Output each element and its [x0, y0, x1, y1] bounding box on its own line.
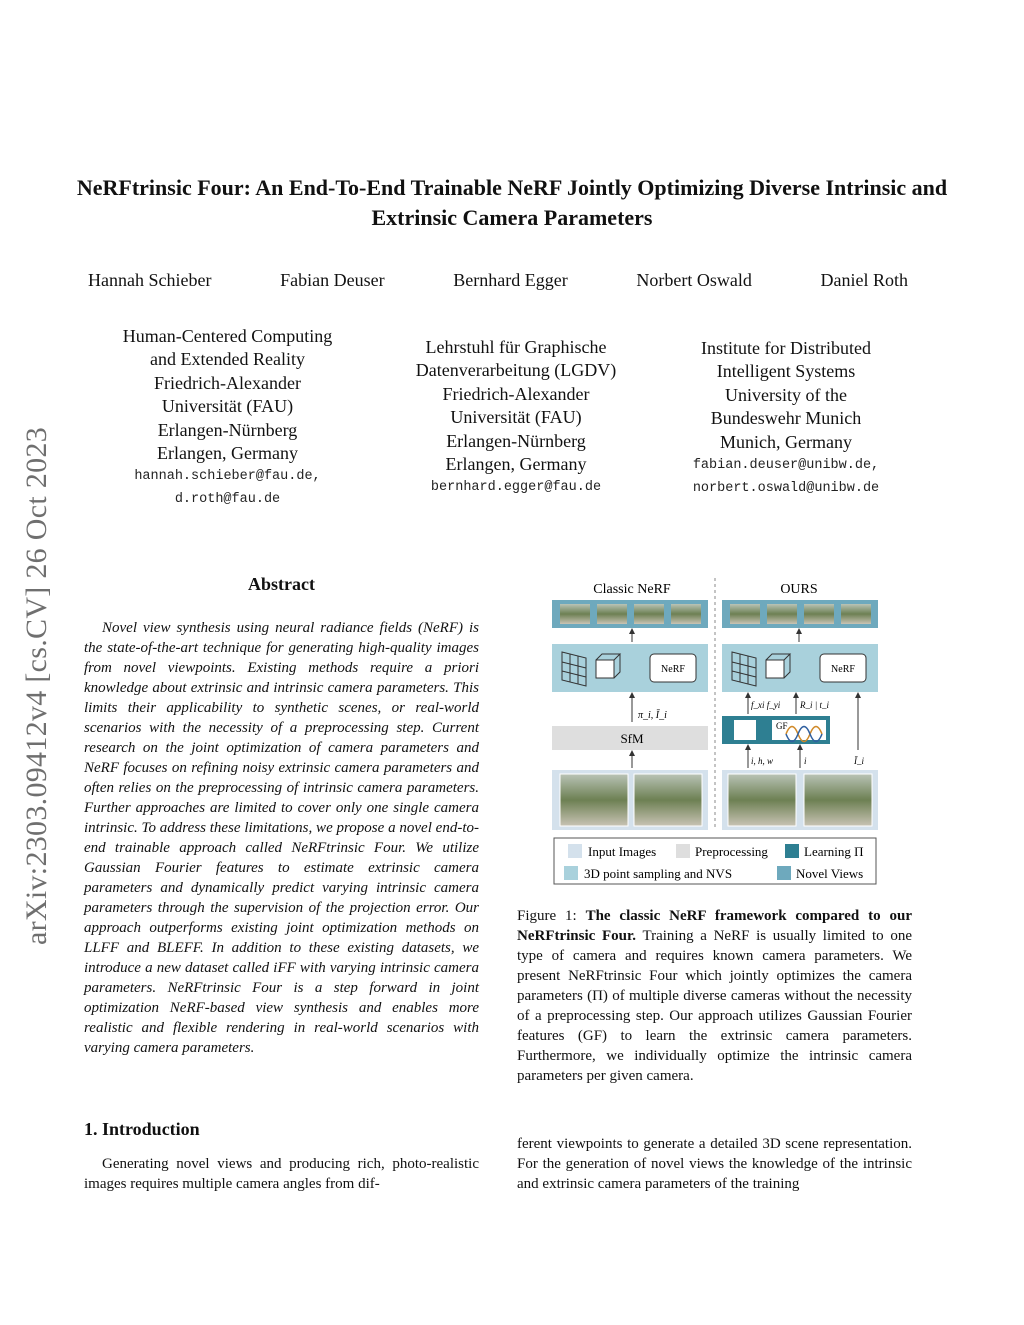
affiliation-line: Lehrstuhl für Graphische	[425, 337, 607, 357]
legend-swatch-nvs	[564, 866, 578, 880]
affiliation-line: Institute for Distributed	[701, 338, 871, 358]
introduction-continuation: ferent viewpoints to generate a detailed 3D scene representation. For the generation of novel views the knowledge of the intrinsic and extrinsic camera parameters of the training	[517, 1136, 912, 1192]
affiliation-line: Intelligent Systems	[716, 361, 856, 382]
thumbnail	[671, 604, 701, 624]
ray-input-label: i, h, w	[751, 756, 774, 766]
legend-label-novel-views: Novel Views	[796, 866, 864, 881]
affiliation-line: Friedrich-Alexander	[442, 383, 590, 404]
email: norbert.oswald@unibw.de	[692, 481, 880, 497]
paper-title: NeRFtrinsic Four: An End-To-End Trainable NeRF Jointly Optimizing Diverse Intrinsic and Extrinsic Camera Parameters	[76, 175, 948, 230]
figure-1-diagram	[548, 574, 882, 886]
caption-body: Training a NeRF is usually limited to one type of camera and requires known camera parameters. We present NeRFtrinsic Four which jointly optimizes the camera parameters (Π) of multiple diverse cameras without the necessity of a preprocessing step. Our approach utilizes Gaussian Fourier features (GF) to learn the extrinsic camera parameters. Furthermore, we individually optimize the intrinsic camera parameters per given camera.	[517, 928, 912, 1084]
affiliation-line: and Extended Reality	[150, 349, 305, 370]
affiliation-line: Human-Centered Computing	[122, 326, 333, 346]
affiliation-line: Datenverarbeitung (LGDV)	[415, 360, 617, 381]
author-list	[88, 270, 908, 291]
caption-bold: The classic NeRF framework compared to our NeRFtrinsic Four.	[517, 908, 912, 944]
nerf-label-right: NeRF	[831, 664, 855, 675]
affiliation-fau-hcc	[100, 325, 355, 511]
input-image-stack	[560, 774, 872, 826]
legend-swatch-novel-views	[777, 866, 791, 880]
author-name: Norbert Oswald	[636, 270, 752, 290]
sfm-label: SfM	[620, 731, 644, 746]
thumbnail	[767, 604, 797, 624]
email: fabian.deuser@unibw.de,	[692, 458, 880, 474]
affiliation-line: Bundeswehr Munich	[710, 408, 862, 429]
image-label: Ī_i	[854, 756, 864, 766]
affiliation-line: University of the	[725, 384, 847, 405]
thumbnail	[597, 604, 627, 624]
legend-swatch-input	[568, 844, 582, 858]
affiliation-line: Friedrich-Alexander	[154, 372, 301, 393]
abstract-heading: Abstract	[248, 574, 315, 594]
left-column-title: Classic NeRF	[593, 582, 671, 597]
author-name: Fabian Deuser	[280, 270, 385, 290]
affiliation-line: Universität (FAU)	[161, 396, 294, 417]
affiliation-line: Erlangen-Nürnberg	[446, 430, 586, 451]
gf-label: GF	[776, 721, 788, 731]
affiliation-line: Universität (FAU)	[450, 407, 582, 428]
legend-label-nvs: 3D point sampling and NVS	[584, 866, 733, 881]
intrinsics-block	[734, 720, 756, 740]
email: bernhard.egger@fau.de	[430, 480, 602, 496]
thumbnail	[804, 604, 834, 624]
affiliation-line: Erlangen-Nürnberg	[157, 419, 298, 440]
legend-label-input: Input Images	[588, 844, 657, 859]
caption-label: Figure 1:	[517, 908, 586, 924]
legend-swatch-learning	[785, 844, 799, 858]
legend-label-preprocessing: Preprocessing	[695, 844, 768, 859]
author-name: Bernhard Egger	[453, 270, 568, 290]
author-name: Hannah Schieber	[88, 270, 212, 290]
index-label: i	[804, 756, 807, 766]
nerf-label-left: NeRF	[661, 664, 685, 675]
affiliation-line: Erlangen, Germany	[157, 443, 298, 464]
introduction-paragraph: Generating novel views and producing rich, photo-realistic images requires multiple camera angles from dif-	[84, 1156, 479, 1192]
affiliation-line: Munich, Germany	[720, 431, 852, 452]
figure-1	[548, 574, 882, 886]
figure-1-caption	[517, 906, 912, 1086]
legend-swatch-preprocessing	[676, 844, 690, 858]
affiliation-unibw	[666, 337, 906, 500]
email: hannah.schieber@fau.de,	[134, 469, 321, 485]
thumbnail	[841, 604, 871, 624]
affiliation-fau-lgdv	[390, 336, 642, 499]
arxiv-identifier: arXiv:2303.09412v4 [cs.CV] 26 Oct 2023	[20, 426, 53, 945]
affiliation-line: Erlangen, Germany	[445, 454, 587, 475]
email: d.roth@fau.de	[174, 492, 281, 508]
thumbnail	[634, 604, 664, 624]
abstract-text: Novel view synthesis using neural radiance fields (NeRF) is the state-of-the-art technique for generating high-quality images from novel viewpoints. Existing methods require a priori knowledge about extrinsic and intrinsic camera parameters. This limits their applicability to synthetic scenes, or real-world scenarios with the necessity of a preprocessing step. Current research on the joint optimization of camera parameters and NeRF focuses on refining noisy extrinsic camera parameters and often relies on the preprocessing of intrinsic camera parameters. Further approaches are limited to cover only one single camera intrinsic. To address these limitations, we propose a novel end-to-end trainable approach called NeRFtrinsic Four. We utilize Gaussian Fourier features to estimate extrinsic camera parameters and dynamically predict varying intrinsic camera parameters through the supervision of the projection error. Our approach outperforms existing joint optimization methods on LLFF and BLEFF. In addition to these existing datasets, we introduce a new dataset called iFF with varying intrinsic camera parameters. NeRFtrinsic Four is a step forward in joint optimization NeRF-based view synthesis and enables more realistic and flexible rendering in real-world scenarios with varying camera parameters.	[84, 620, 479, 1056]
section-heading-introduction: 1. Introduction	[84, 1119, 200, 1139]
thumbnail	[730, 604, 760, 624]
extrinsics-label: R_i | t_i	[800, 700, 829, 710]
camera-params-label: π_i, Ī_i	[638, 710, 667, 721]
thumbnail	[560, 604, 590, 624]
right-column-title: OURS	[780, 582, 818, 597]
author-name: Daniel Roth	[820, 270, 908, 290]
intrinsics-label: f_xi f_yi	[751, 700, 781, 710]
legend-label-learning: Learning Π	[804, 844, 864, 859]
